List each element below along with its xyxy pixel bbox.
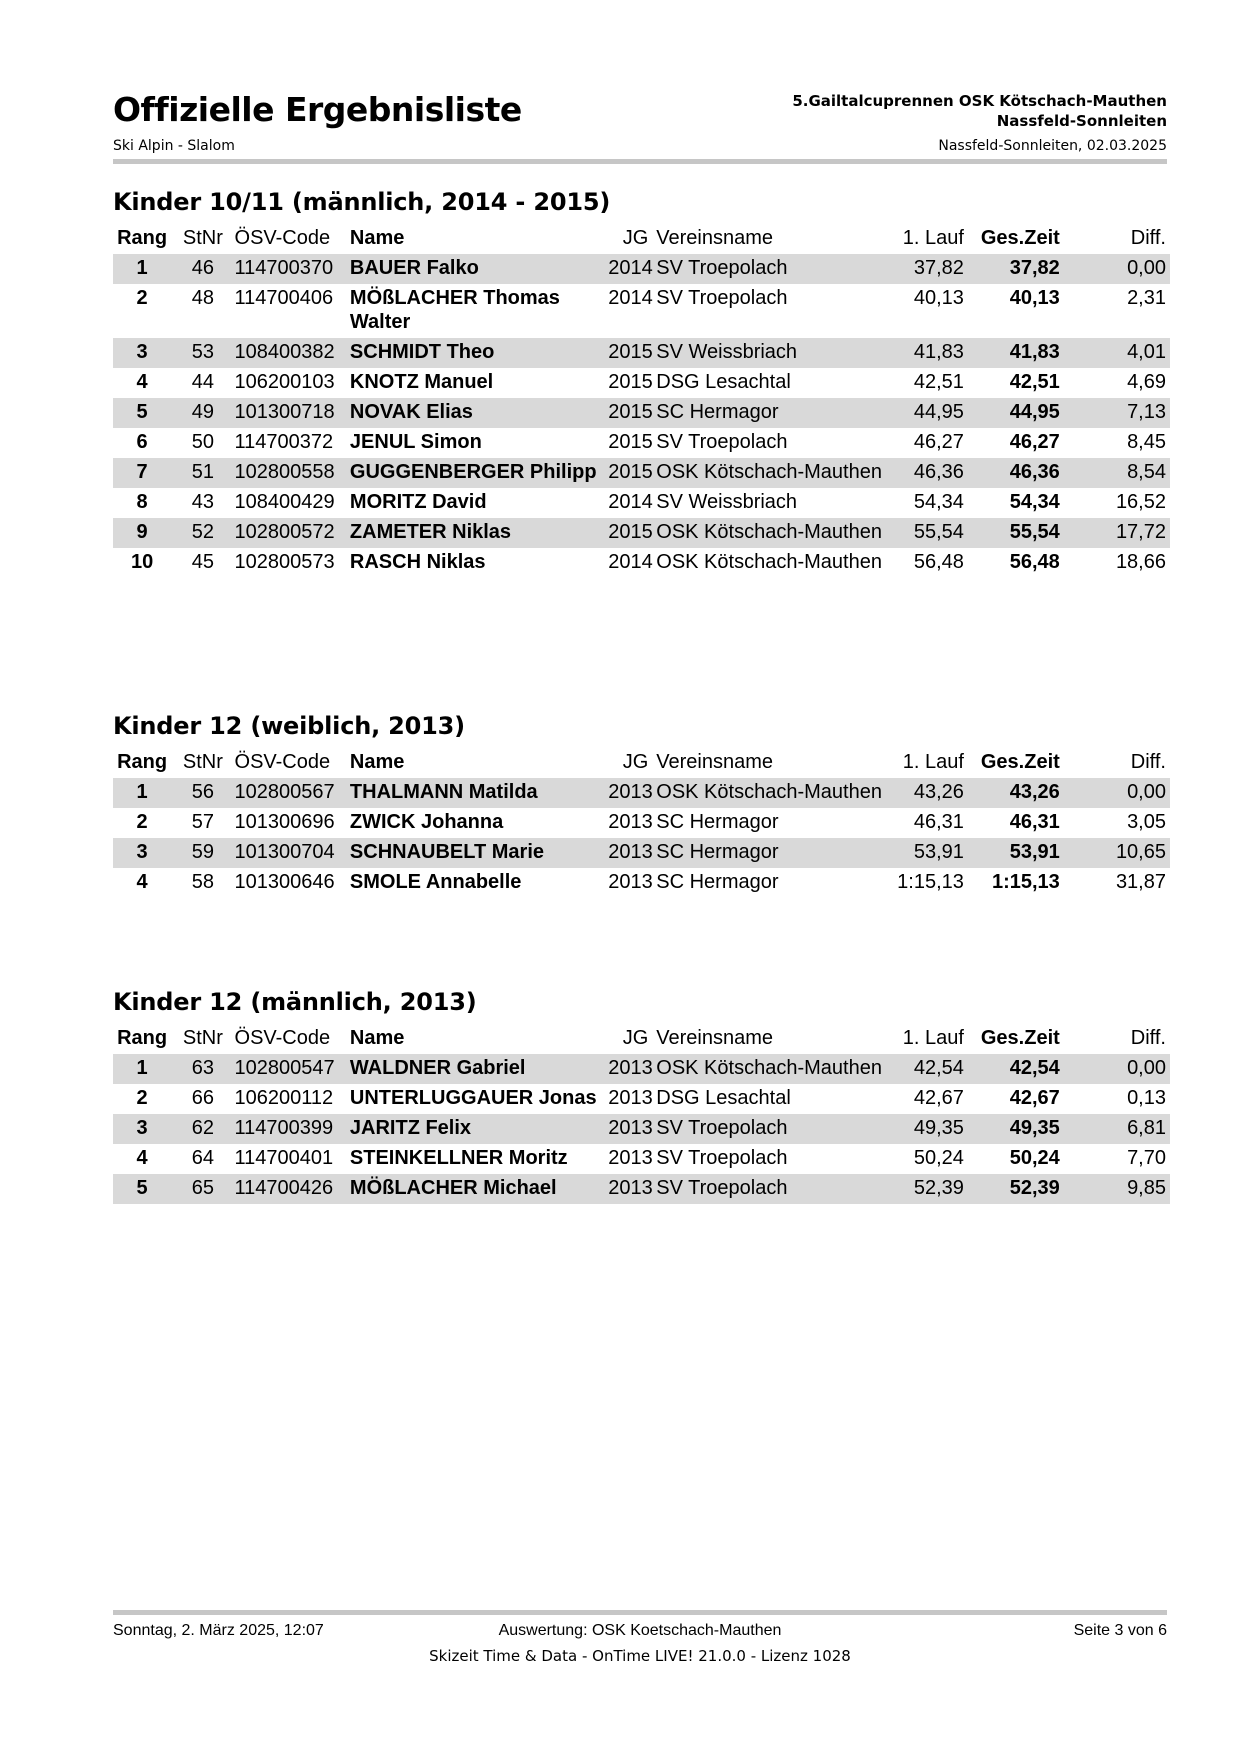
cell-lauf1: 54,34 [913,491,964,513]
cell-name: SCHNAUBELT Marie [350,838,608,868]
cell-verein: OSK Kötschach-Mauthen [656,551,882,573]
cell-stnr: 56 [171,778,234,808]
table-row [113,518,1170,548]
table-header-row [113,221,1170,254]
cell-verein: SC Hermagor [656,838,894,868]
column-header-code: ÖSV-Code [234,1026,331,1049]
cell-stnr: 53 [171,338,234,368]
cell-stnr: 49 [171,398,234,428]
event-place-date: Nassfeld-Sonnleiten, 02.03.2025 [938,138,1167,154]
cell-name: SCHMIDT Theo [350,338,608,368]
cell-rang: 5 [113,398,171,428]
cell-ges: 46,31 [1009,811,1060,833]
cell-verein: SV Weissbriach [656,338,894,368]
cell-code: 114700401 [234,1147,334,1169]
cell-diff: 10,65 [1068,838,1170,868]
cell-name: RASCH Niklas [349,551,486,573]
cell-jg: 2013 [608,1114,656,1144]
cell-rang: 6 [136,431,148,453]
column-header-name: Name [349,226,405,249]
page-header [113,90,1167,162]
section-title: Kinder 10/11 (männlich, 2014 - 2015) [113,188,611,216]
cell-ges: 43,26 [976,778,1068,808]
cell-diff: 3,05 [1127,811,1166,833]
cell-rang: 1 [113,1054,171,1084]
column-header-verein: Vereinsname [656,1026,774,1049]
results-table [113,745,1170,898]
table-row [113,1054,1170,1084]
cell-stnr: 51 [171,458,234,488]
cell-rang: 2 [136,1087,148,1109]
cell-diff: 17,72 [1068,518,1170,548]
table-row [113,488,1170,518]
cell-lauf1: 40,13 [913,287,964,309]
cell-verein: SV Weissbriach [656,491,798,513]
cell-lauf1: 42,67 [913,1087,964,1109]
cell-ges: 40,13 [1009,287,1060,309]
cell-name: UNTERLUGGAUER Jonas [349,1087,597,1109]
cell-verein: SV Troepolach [656,1174,894,1204]
cell-jg: 2013 [608,1087,653,1109]
cell-rang: 9 [113,518,171,548]
cell-ges: 1:15,13 [991,871,1060,893]
table-row [113,1084,1170,1114]
footer-page-number: Seite 3 von 6 [1073,1622,1167,1639]
cell-diff: 2,31 [1127,287,1166,309]
cell-lauf1: 52,39 [894,1174,976,1204]
cell-name: SMOLE Annabelle [349,871,522,893]
cell-rang: 7 [113,458,171,488]
cell-rang: 8 [136,491,148,513]
cell-jg: 2013 [608,1147,653,1169]
cell-verein: DSG Lesachtal [656,1087,791,1109]
cell-diff: 6,81 [1068,1114,1170,1144]
results-table [113,221,1170,578]
cell-code: 114700370 [235,254,350,284]
cell-verein: SV Troepolach [656,1114,894,1144]
column-header-lauf1: 1. Lauf [902,226,964,249]
column-header-stnr: StNr [182,1026,223,1049]
footer-datetime: Sonntag, 2. März 2025, 12:07 [113,1622,324,1639]
event-name: 5.Gailtalcuprennen OSK Kötschach-Mauthen [792,92,1167,110]
discipline: Ski Alpin - Slalom [113,138,235,154]
cell-ges: 46,27 [1009,431,1060,453]
table-row [113,284,1170,338]
cell-lauf1: 42,54 [894,1054,976,1084]
cell-ges: 46,36 [976,458,1068,488]
column-header-ges: Ges.Zeit [980,1026,1060,1049]
cell-stnr: 45 [191,551,214,573]
cell-name: MORITZ David [349,491,487,513]
column-header-verein: Vereinsname [656,226,774,249]
column-header-lauf1: 1. Lauf [902,1026,964,1049]
cell-name: WALDNER Gabriel [350,1054,608,1084]
cell-diff: 0,13 [1127,1087,1166,1109]
cell-diff: 7,70 [1127,1147,1166,1169]
table-header-row [113,745,1170,778]
cell-lauf1: 44,95 [894,398,976,428]
cell-jg: 2015 [608,458,656,488]
column-header-stnr: StNr [182,750,223,773]
column-header-ges: Ges.Zeit [980,226,1060,249]
cell-diff: 16,52 [1115,491,1166,513]
cell-stnr: 65 [171,1174,234,1204]
column-header-jg: JG [622,1026,649,1049]
table-row [113,458,1170,488]
section-title: Kinder 12 (weiblich, 2013) [113,712,465,740]
cell-lauf1: 56,48 [913,551,964,573]
column-header-diff: Diff. [1130,226,1166,249]
table-row [113,254,1170,284]
cell-stnr: 43 [191,491,214,513]
cell-rang: 1 [113,778,171,808]
column-header-diff: Diff. [1130,1026,1166,1049]
cell-ges: 44,95 [976,398,1068,428]
cell-ges: 49,35 [976,1114,1068,1144]
cell-jg: 2013 [608,838,656,868]
table-row [113,1144,1170,1174]
cell-verein: OSK Kötschach-Mauthen [656,458,894,488]
cell-ges: 37,82 [976,254,1068,284]
cell-diff: 9,85 [1068,1174,1170,1204]
cell-rang: 3 [113,838,171,868]
cell-lauf1: 1:15,13 [897,871,964,893]
cell-code: 114700406 [234,287,334,309]
column-header-jg: JG [622,226,649,249]
event-venue: Nassfeld-Sonnleiten [996,112,1167,130]
cell-ges: 55,54 [976,518,1068,548]
column-header-jg: JG [622,750,649,773]
cell-ges: 52,39 [976,1174,1068,1204]
cell-lauf1: 43,26 [894,778,976,808]
cell-rang: 4 [136,371,148,393]
cell-ges: 42,54 [976,1054,1068,1084]
cell-ges: 42,67 [1009,1087,1060,1109]
cell-code: 102800547 [235,1054,350,1084]
cell-code: 102800558 [235,458,350,488]
cell-code: 101300696 [234,811,335,833]
cell-jg: 2013 [608,811,653,833]
cell-stnr: 58 [191,871,214,893]
section-kinder-12-maennlich [113,983,1170,1204]
cell-jg: 2013 [608,1054,656,1084]
cell-name: THALMANN Matilda [350,778,608,808]
cell-verein: SV Troepolach [656,1147,788,1169]
cell-code: 102800572 [235,518,350,548]
cell-stnr: 48 [191,287,214,309]
cell-rang: 5 [113,1174,171,1204]
cell-verein: OSK Kötschach-Mauthen [656,778,894,808]
cell-ges: 53,91 [976,838,1068,868]
column-header-stnr: StNr [182,226,223,249]
cell-jg: 2014 [608,551,653,573]
column-header-ges: Ges.Zeit [980,750,1060,773]
cell-jg: 2013 [608,778,656,808]
cell-name: ZWICK Johanna [349,811,504,833]
cell-stnr: 62 [171,1114,234,1144]
table-row [113,778,1170,808]
cell-stnr: 66 [191,1087,214,1109]
cell-rang: 2 [136,811,148,833]
cell-name: STEINKELLNER Moritz [349,1147,568,1169]
cell-verein: OSK Kötschach-Mauthen [656,1054,894,1084]
cell-stnr: 63 [171,1054,234,1084]
table-row [113,368,1170,398]
cell-lauf1: 41,83 [894,338,976,368]
cell-diff: 0,00 [1068,1054,1170,1084]
cell-jg: 2013 [608,1174,656,1204]
cell-code: 102800567 [235,778,350,808]
cell-diff: 4,69 [1127,371,1166,393]
cell-ges: 56,48 [1009,551,1060,573]
document-title: Offizielle Ergebnisliste [113,90,522,129]
cell-ges: 42,51 [1009,371,1060,393]
cell-code: 106200103 [234,371,335,393]
cell-name: JENUL Simon [349,431,482,453]
cell-stnr: 64 [191,1147,214,1169]
column-header-rang: Rang [117,1026,168,1049]
cell-name: MÖßLACHER Michael [350,1174,608,1204]
cell-jg: 2014 [608,491,653,513]
cell-ges: 41,83 [976,338,1068,368]
cell-code: 106200112 [234,1087,334,1109]
cell-lauf1: 42,51 [913,371,964,393]
cell-name: BAUER Falko [350,254,608,284]
cell-lauf1: 49,35 [894,1114,976,1144]
cell-diff: 7,13 [1068,398,1170,428]
cell-lauf1: 55,54 [894,518,976,548]
cell-stnr: 59 [171,838,234,868]
section-kinder-10-11-maennlich [113,183,1170,578]
cell-code: 101300704 [235,838,350,868]
column-header-verein: Vereinsname [656,750,774,773]
cell-name: MÖßLACHER Thomas Walter [349,287,560,333]
cell-rang: 3 [113,338,171,368]
cell-code: 114700372 [234,431,334,453]
cell-verein: SC Hermagor [656,811,779,833]
cell-verein: OSK Kötschach-Mauthen [656,518,894,548]
column-header-lauf1: 1. Lauf [902,750,964,773]
table-row [113,808,1170,838]
table-row [113,1114,1170,1144]
table-row [113,868,1170,898]
cell-diff: 31,87 [1115,871,1166,893]
column-header-diff: Diff. [1130,750,1166,773]
cell-ges: 54,34 [1009,491,1060,513]
cell-verein: SC Hermagor [656,398,894,428]
cell-jg: 2014 [608,287,653,309]
cell-lauf1: 53,91 [894,838,976,868]
table-row [113,398,1170,428]
results-table [113,1021,1170,1204]
footer-auswertung: Auswertung: OSK Koetschach-Mauthen [498,1622,782,1639]
cell-stnr: 52 [171,518,234,548]
cell-verein: SV Troepolach [656,287,788,309]
table-row [113,838,1170,868]
section-kinder-12-weiblich [113,707,1170,898]
cell-lauf1: 50,24 [913,1147,964,1169]
cell-diff: 18,66 [1115,551,1166,573]
cell-verein: SV Troepolach [656,254,894,284]
cell-verein: DSG Lesachtal [656,371,791,393]
cell-verein: SC Hermagor [656,871,779,893]
cell-stnr: 44 [191,371,214,393]
table-header-row [113,1021,1170,1054]
cell-stnr: 46 [171,254,234,284]
cell-rang: 2 [136,287,148,309]
column-header-code: ÖSV-Code [234,226,331,249]
cell-code: 108400382 [235,338,350,368]
cell-jg: 2015 [608,431,653,453]
header-divider [113,159,1167,164]
cell-diff: 8,45 [1127,431,1166,453]
cell-code: 101300646 [234,871,335,893]
cell-rang: 3 [113,1114,171,1144]
cell-code: 114700399 [235,1114,350,1144]
column-header-rang: Rang [117,750,168,773]
cell-lauf1: 46,36 [894,458,976,488]
cell-stnr: 57 [191,811,214,833]
table-row [113,548,1170,578]
cell-rang: 1 [113,254,171,284]
cell-name: NOVAK Elias [350,398,608,428]
cell-rang: 10 [130,551,154,573]
cell-code: 102800573 [234,551,335,573]
cell-code: 114700426 [235,1174,350,1204]
footer-software-license: Skizeit Time & Data - OnTime LIVE! 21.0.0 - Lizenz 1028 [429,1647,851,1665]
cell-name: ZAMETER Niklas [350,518,608,548]
cell-code: 101300718 [235,398,350,428]
cell-code: 108400429 [234,491,335,513]
cell-verein: SV Troepolach [656,431,788,453]
cell-name: GUGGENBERGER Philipp [350,458,608,488]
cell-name: KNOTZ Manuel [349,371,494,393]
column-header-name: Name [349,750,405,773]
column-header-rang: Rang [117,226,168,249]
cell-jg: 2015 [608,371,653,393]
cell-diff: 0,00 [1068,778,1170,808]
section-title: Kinder 12 (männlich, 2013) [113,988,477,1016]
cell-jg: 2015 [608,398,656,428]
cell-jg: 2014 [608,254,656,284]
footer-divider [113,1610,1167,1615]
cell-diff: 0,00 [1068,254,1170,284]
cell-jg: 2015 [608,338,656,368]
cell-rang: 4 [136,1147,148,1169]
cell-diff: 4,01 [1068,338,1170,368]
column-header-name: Name [349,1026,405,1049]
cell-diff: 8,54 [1068,458,1170,488]
cell-jg: 2015 [608,518,656,548]
column-header-code: ÖSV-Code [234,750,331,773]
cell-lauf1: 46,27 [913,431,964,453]
cell-lauf1: 37,82 [894,254,976,284]
table-row [113,1174,1170,1204]
table-row [113,338,1170,368]
cell-ges: 50,24 [1009,1147,1060,1169]
cell-rang: 4 [136,871,148,893]
cell-name: JARITZ Felix [350,1114,608,1144]
cell-lauf1: 46,31 [913,811,964,833]
cell-stnr: 50 [191,431,214,453]
table-row [113,428,1170,458]
cell-jg: 2013 [608,871,653,893]
